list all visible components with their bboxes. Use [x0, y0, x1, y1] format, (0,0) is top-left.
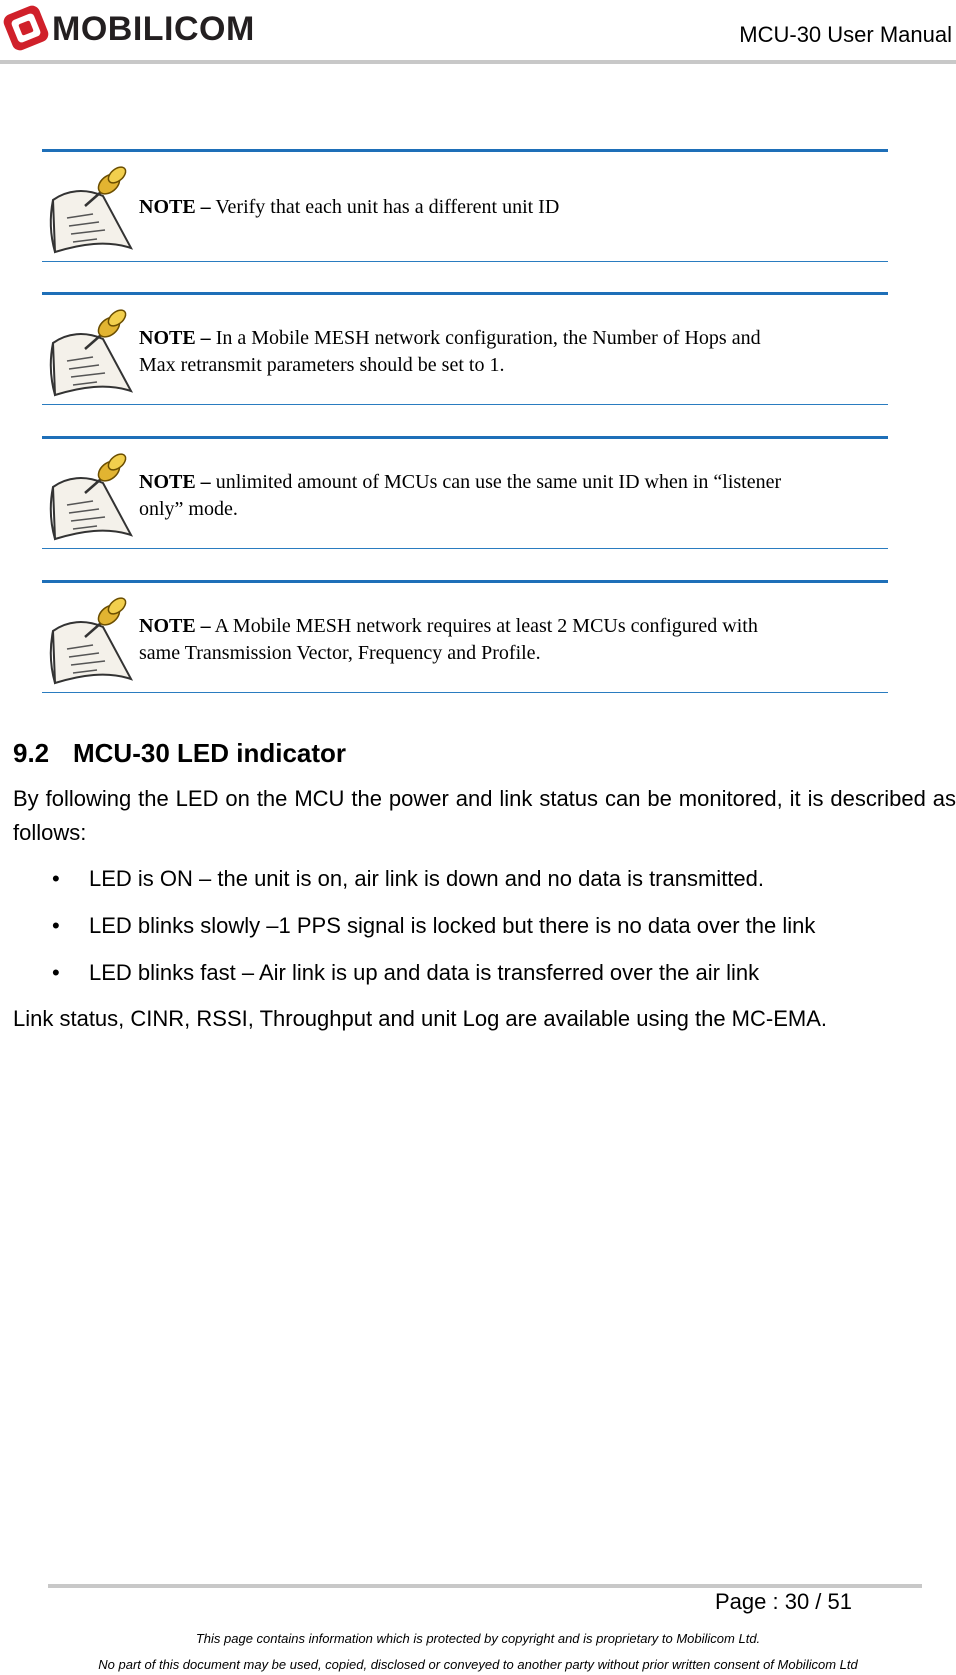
list-item [0, 956, 956, 1003]
note-box [42, 436, 888, 549]
disclosure-notice: No part of this document may be used, copied, disclosed or conveyed to another party without prior written consent of Mobilicom Ltd [98, 1657, 858, 1672]
section-intro: By following the LED on the MCU the power and link status can be monitored, it is described as follows: [13, 786, 956, 845]
note-line: Max retransmit parameters should be set to 1. [139, 354, 505, 376]
section-closing: Link status, CINR, RSSI, Throughput and unit Log are available using the MC-EMA. [13, 1006, 828, 1031]
note-label: NOTE – [139, 196, 211, 218]
note-box [42, 580, 888, 693]
note-line: unlimited amount of MCUs can use the same unit ID when in “listener [215, 471, 782, 493]
footer-divider [48, 1584, 922, 1588]
list-item [0, 909, 956, 956]
note-pin-icon [45, 303, 137, 399]
note-pin-icon [45, 447, 137, 543]
note-line: only” mode. [139, 498, 238, 520]
page-number: Page : 30 / 51 [715, 1589, 852, 1614]
note-text [139, 194, 880, 221]
document-title: MCU-30 User Manual [739, 22, 952, 47]
page-header [0, 0, 956, 64]
svg-text:MOBILICOM: MOBILICOM [52, 10, 255, 48]
bullet-icon: • [52, 913, 60, 938]
section-heading [13, 738, 346, 769]
note-box [42, 149, 888, 262]
header-divider [0, 60, 956, 64]
note-text [139, 325, 880, 379]
bullet-icon: • [52, 960, 60, 985]
list-item-text: LED blinks slowly –1 PPS signal is locked but there is no data over the link [89, 913, 816, 938]
note-pin-icon [45, 160, 137, 256]
list-item-text: LED blinks fast – Air link is up and data is transferred over the air link [89, 960, 760, 985]
note-label: NOTE – [139, 471, 211, 493]
list-item [0, 862, 956, 909]
note-line: same Transmission Vector, Frequency and Profile. [139, 642, 541, 664]
bullet-icon: • [52, 866, 60, 891]
copyright-notice: This page contains information which is protected by copyright and is proprietary to Mobilicom Ltd. [195, 1631, 761, 1646]
list-item-text: LED is ON – the unit is on, air link is down and no data is transmitted. [89, 866, 764, 891]
note-line: In a Mobile MESH network configuration, the Number of Hops and [215, 327, 761, 349]
section-title: MCU-30 LED indicator [73, 738, 347, 768]
note-label: NOTE – [139, 327, 211, 349]
note-pin-icon [45, 591, 137, 687]
note-line: Verify that each unit has a different unit ID [215, 196, 560, 218]
led-status-list [0, 862, 956, 1003]
note-label: NOTE – [139, 615, 211, 637]
note-text [139, 613, 880, 667]
section-number: 9.2 [13, 738, 50, 768]
note-box [42, 292, 888, 405]
note-text [139, 469, 880, 523]
note-line: A Mobile MESH network requires at least 2 MCUs configured with [214, 615, 758, 637]
mobilicom-logo [0, 0, 285, 56]
